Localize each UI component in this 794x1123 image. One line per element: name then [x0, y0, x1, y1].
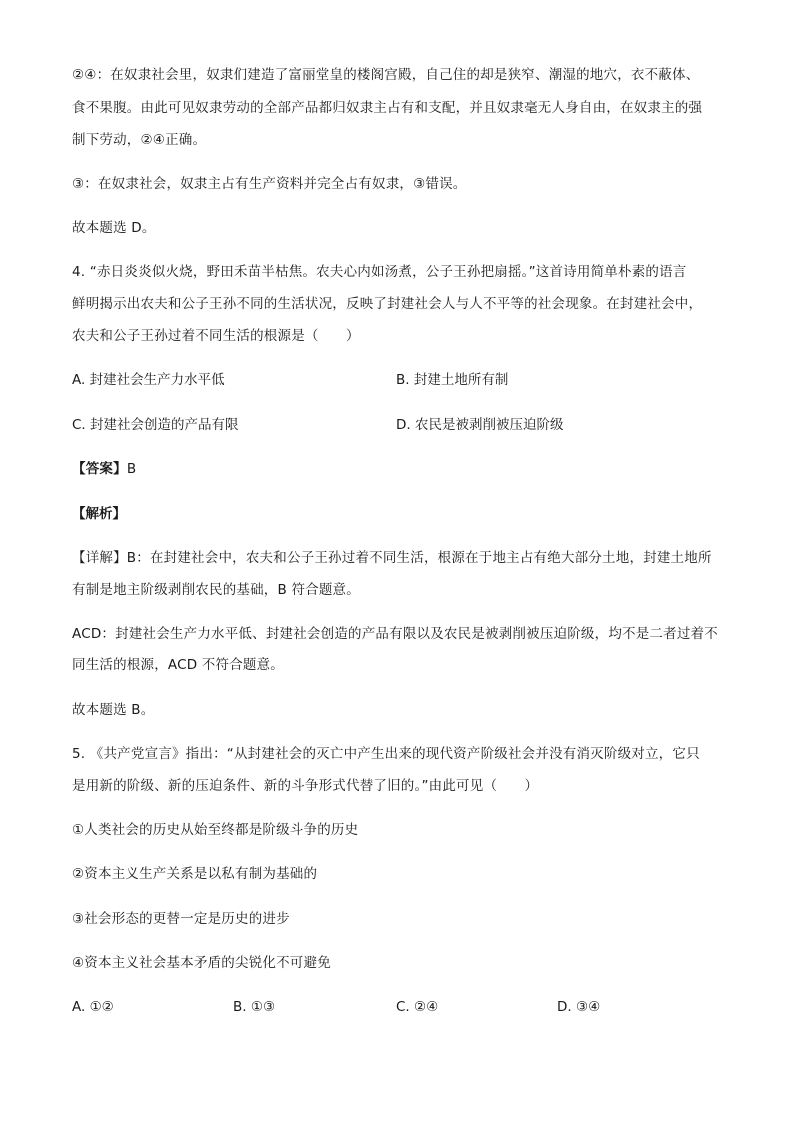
q4-option-d: D. 农民是被剥削被压迫阶级 [396, 417, 564, 433]
prev-analysis-line-3: 制下劳动，②④正确。 [72, 132, 207, 148]
q4-stem-line-3: 农夫和公子王孙过着不同生活的根源是（ ） [72, 328, 360, 344]
q5-item-3: ③社会形态的更替一定是历史的进步 [72, 911, 290, 927]
q4-option-b: B. 封建土地所有制 [396, 372, 509, 388]
q5-option-b: B. ①③ [233, 999, 276, 1015]
q4-answer [72, 460, 136, 478]
q4-detail-line-3: ACD：封建社会生产力水平低、封建社会创造的产品有限以及农民是被剥削被压迫阶级，均不是二者过着不 [72, 626, 718, 642]
q5-option-c: C. ②④ [396, 999, 439, 1015]
q5-stem-line-1: 5. 《共产党宣言》指出：“从封建社会的灭亡中产生出来的现代资产阶级社会并没有消灭阶级对立，它只 [72, 746, 700, 762]
prev-analysis-line-2: 食不果腹。由此可见奴隶劳动的全部产品都归奴隶主占有和支配，并且奴隶毫无人身自由，在奴隶主的强 [72, 100, 703, 116]
q4-detail-line-4: 同生活的根源，ACD 不符合题意。 [72, 657, 285, 673]
prev-analysis-line-4: ③：在奴隶社会，奴隶主占有生产资料并完全占有奴隶，③错误。 [72, 176, 467, 192]
answer-tag: 【答案】 [72, 461, 127, 477]
q5-stem-line-2: 是用新的阶级、新的压迫条件、新的斗争形式代替了旧的。”由此可见（ ） [72, 778, 539, 794]
q5-item-2: ②资本主义生产关系是以私有制为基础的 [72, 866, 318, 882]
q4-detail-line-1: 【详解】B：在封建社会中，农夫和公子王孙过着不同生活，根源在于地主占有绝大部分土地，封建土地所 [72, 550, 712, 566]
q4-conclusion: 故本题选 B。 [72, 702, 155, 718]
q4-detail-line-2: 有制是地主阶级剥削农民的基础，B 符合题意。 [72, 582, 360, 598]
q4-stem-line-1: 4. “赤日炎炎似火烧，野田禾苗半枯焦。农夫心内如汤煮，公子王孙把扇摇。”这首诗用简单朴素的语言 [72, 264, 687, 280]
q4-option-a: A. 封建社会生产力水平低 [72, 372, 225, 388]
q4-option-c: C. 封建社会创造的产品有限 [72, 417, 239, 433]
prev-analysis-line-1: ②④：在奴隶社会里，奴隶们建造了富丽堂皇的楼阁宫殿，自己住的却是狭窄、潮湿的地穴，衣不蔽体、 [72, 67, 700, 83]
q5-item-4: ④资本主义社会基本矛盾的尖锐化不可避免 [72, 955, 331, 971]
q5-option-d: D. ③④ [557, 999, 601, 1015]
answer-value: B [126, 461, 137, 477]
q5-option-a: A. ①② [72, 999, 114, 1015]
prev-conclusion: 故本题选 D。 [72, 220, 156, 236]
q4-stem-line-2: 鲜明揭示出农夫和公子王孙不同的生活状况，反映了封建社会人与人不平等的社会现象。在封建社会中， [72, 296, 703, 312]
q5-item-1: ①人类社会的历史从始至终都是阶级斗争的历史 [72, 822, 359, 838]
analysis-tag: 【解析】 [72, 506, 126, 522]
